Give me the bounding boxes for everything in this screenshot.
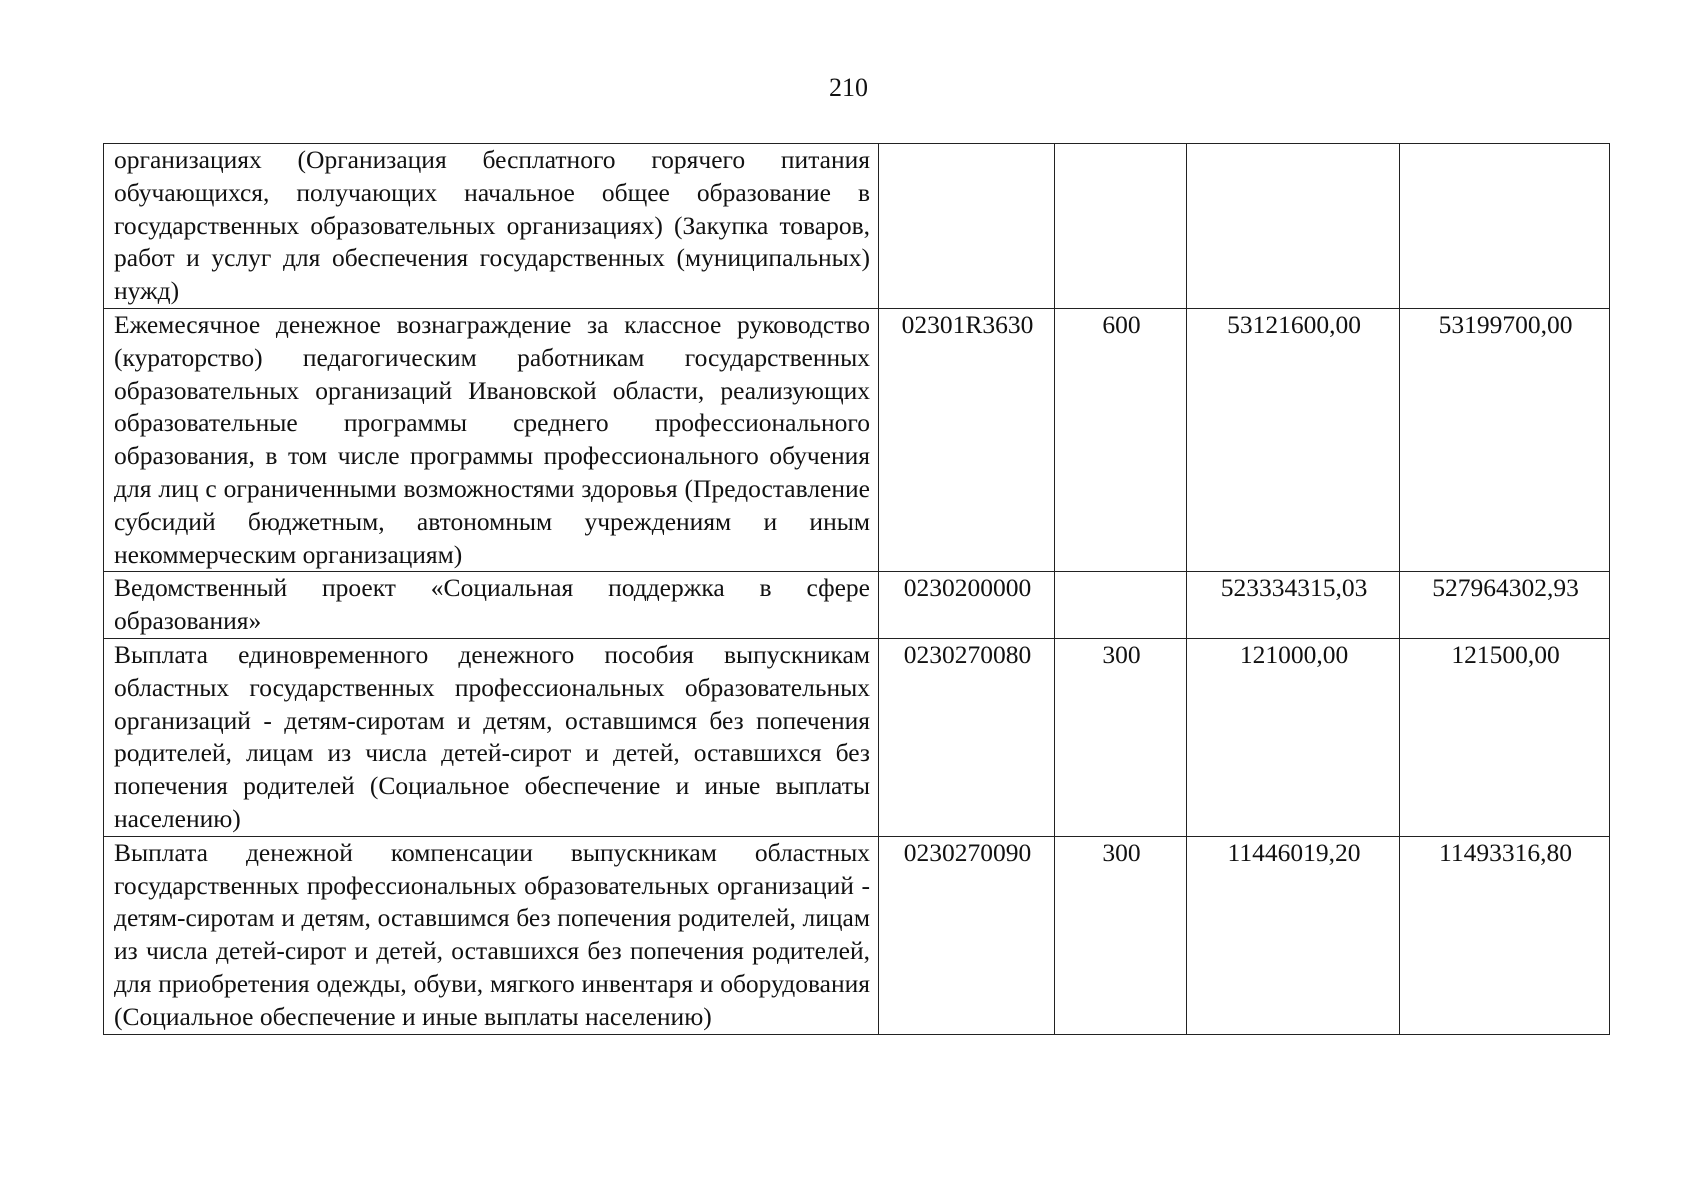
row-name-cell: Выплата денежной компенсации выпускникам областных государственных профессиональных образовательных организаций - детям-сиротам и детям, оставшимся без попечения родителей, лицам из числа детей-сирот и детей, оставшихся без попечения родителей, для приобретения одежды, обуви, мягкого инвентаря и оборудования (Социальное обеспечение и иные выплаты населению) (104, 836, 879, 1034)
row-expense-type-cell (1055, 572, 1187, 639)
table-row (104, 144, 1610, 309)
table-row (104, 836, 1610, 1034)
row-name-cell: Выплата единовременного денежного пособия выпускникам областных государственных профессиональных образовательных организаций - детям-сиротам и детям, оставшимся без попечения родителей, лицам из числа детей-сирот и детей, оставшихся без попечения родителей (Социальное обеспечение и иные выплаты населению) (104, 638, 879, 836)
table-row (104, 572, 1610, 639)
row-name-cell: Ежемесячное денежное вознаграждение за классное руководство (кураторство) педагогическим работникам государственных образовательных организаций Ивановской области, реализующих образовательные программы среднего профессионального образования, в том числе программы профессионального обучения для лиц с ограниченными возможностями здоровья (Предоставление субсидий бюджетным, автономным учреждениям и иным некоммерческим организациям) (104, 308, 879, 571)
row-amount-2-cell: 11493316,80 (1400, 836, 1610, 1034)
row-code-cell (879, 144, 1055, 309)
row-amount-1-cell: 523334315,03 (1187, 572, 1400, 639)
row-name-cell: организациях (Организация бесплатного горячего питания обучающихся, получающих начальное общее образование в государственных образовательных организациях) (Закупка товаров, работ и услуг для обеспечения государственных (муниципальных) нужд) (104, 144, 879, 309)
row-code-cell: 02301R3630 (879, 308, 1055, 571)
row-amount-1-cell: 11446019,20 (1187, 836, 1400, 1034)
row-code-cell: 0230200000 (879, 572, 1055, 639)
row-name-cell: Ведомственный проект «Социальная поддержка в сфере образования» (104, 572, 879, 639)
row-amount-1-cell: 121000,00 (1187, 638, 1400, 836)
row-amount-2-cell: 121500,00 (1400, 638, 1610, 836)
row-amount-2-cell: 53199700,00 (1400, 308, 1610, 571)
row-amount-1-cell: 53121600,00 (1187, 308, 1400, 571)
row-expense-type-cell: 600 (1055, 308, 1187, 571)
row-amount-2-cell: 527964302,93 (1400, 572, 1610, 639)
row-expense-type-cell: 300 (1055, 638, 1187, 836)
row-expense-type-cell (1055, 144, 1187, 309)
row-code-cell: 0230270080 (879, 638, 1055, 836)
page-number: 210 (829, 73, 868, 102)
row-expense-type-cell: 300 (1055, 836, 1187, 1034)
row-code-cell: 0230270090 (879, 836, 1055, 1034)
table-row (104, 308, 1610, 571)
table-row (104, 638, 1610, 836)
row-amount-2-cell (1400, 144, 1610, 309)
row-amount-1-cell (1187, 144, 1400, 309)
budget-table (103, 143, 1610, 1035)
